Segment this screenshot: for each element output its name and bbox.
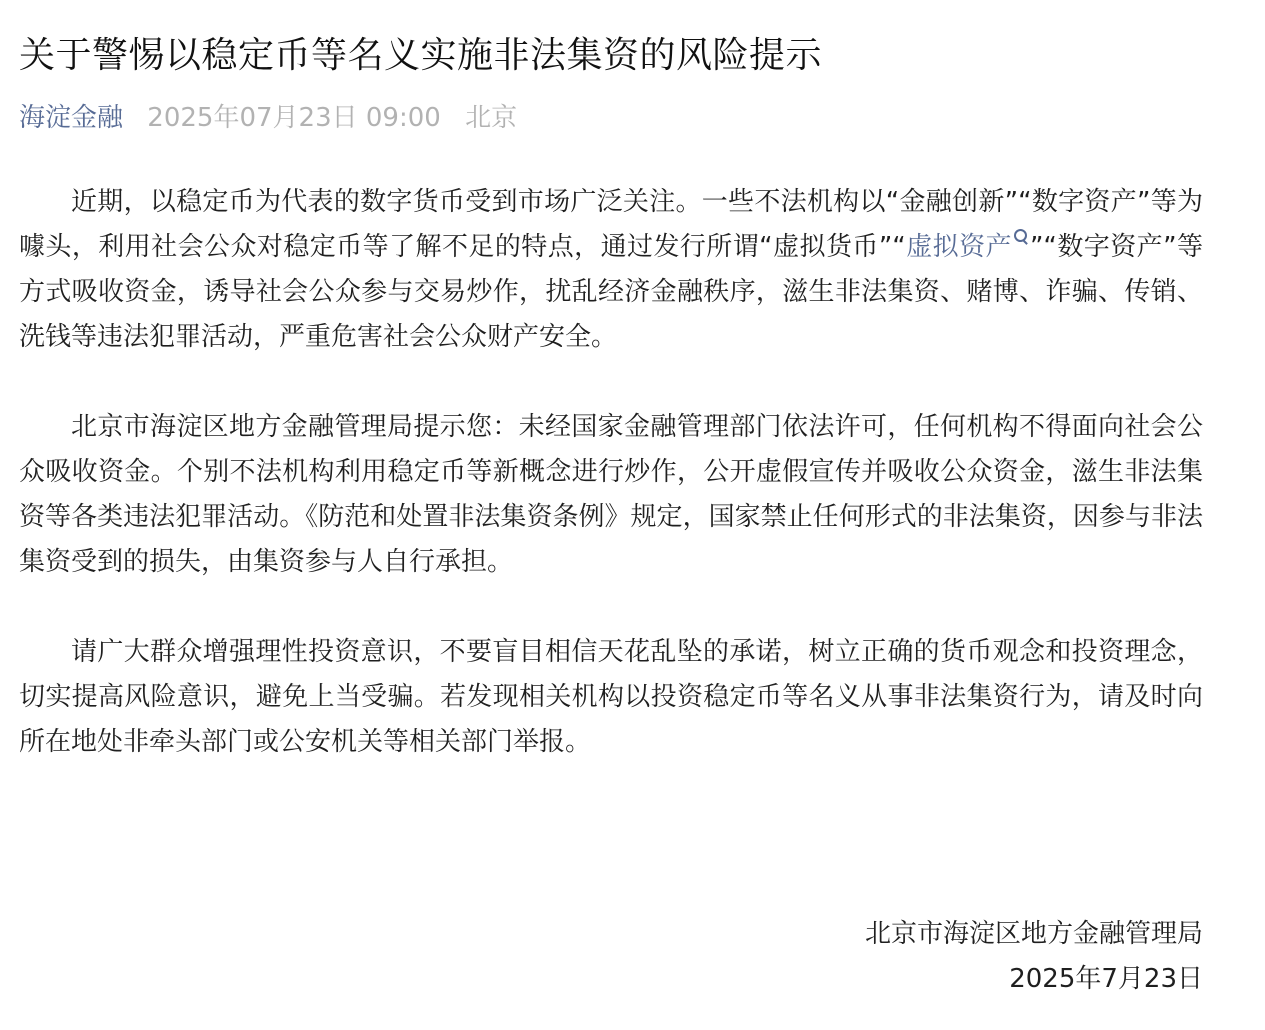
publish-location: 北京 [465,103,518,133]
signature-date: 2025年7月23日 [1009,964,1203,994]
article-content [19,180,1203,765]
paragraph-1-text-a: 近期，以稳定币为代表的数字货币受到市场广泛关注。一些不法机构以“金融创新”“数字资产”等为噱头，利用社会公众对稳定币等了解不足的特点，通过发行所谓“虚拟货币”“ [19,187,1203,262]
signature-org: 北京市海淀区地方金融管理局 [864,919,1203,949]
article-title: 关于警惕以稳定币等名义实施非法集资的风险提示 [19,35,823,76]
paragraph-2: 北京市海淀区地方金融管理局提示您：未经国家金融管理部门依法许可，任何机构不得面向社会公众吸收资金。个别不法机构利用稳定币等新概念进行炒作，公开虚假宣传并吸收公众资金，滋生非法集资等各类违法犯罪活动。《防范和处置非法集资条例》规定，国家禁止任何形式的非法集资，因参与非法集资受到的损失，由集资参与人自行承担。 [19,412,1203,577]
account-name-link[interactable]: 海淀金融 [19,103,124,133]
paragraph-3: 请广大群众增强理性投资意识，不要盲目相信天花乱坠的承诺，树立正确的货币观念和投资理念，切实提高风险意识，避免上当受骗。若发现相关机构以投资稳定币等名义从事非法集资行为，请及时向所在地处非牵头部门或公安机关等相关部门举报。 [19,637,1203,757]
paragraph-1-text-b: ”“数字资产”等方式吸收资金，诱导社会公众参与交易炒作，扰乱经济金融秩序，滋生非法集资、赌博、诈骗、传销、洗钱等违法犯罪活动，严重危害社会公众财产安全。 [19,232,1203,352]
signature-block [865,912,1203,1002]
article-meta [19,100,1203,136]
paragraph-1 [19,180,1203,360]
keyword-search-link[interactable]: 虚拟资产 [905,232,1012,262]
publish-date: 2025年07月23日 09:00 [147,103,441,133]
search-icon[interactable] [1014,229,1028,245]
